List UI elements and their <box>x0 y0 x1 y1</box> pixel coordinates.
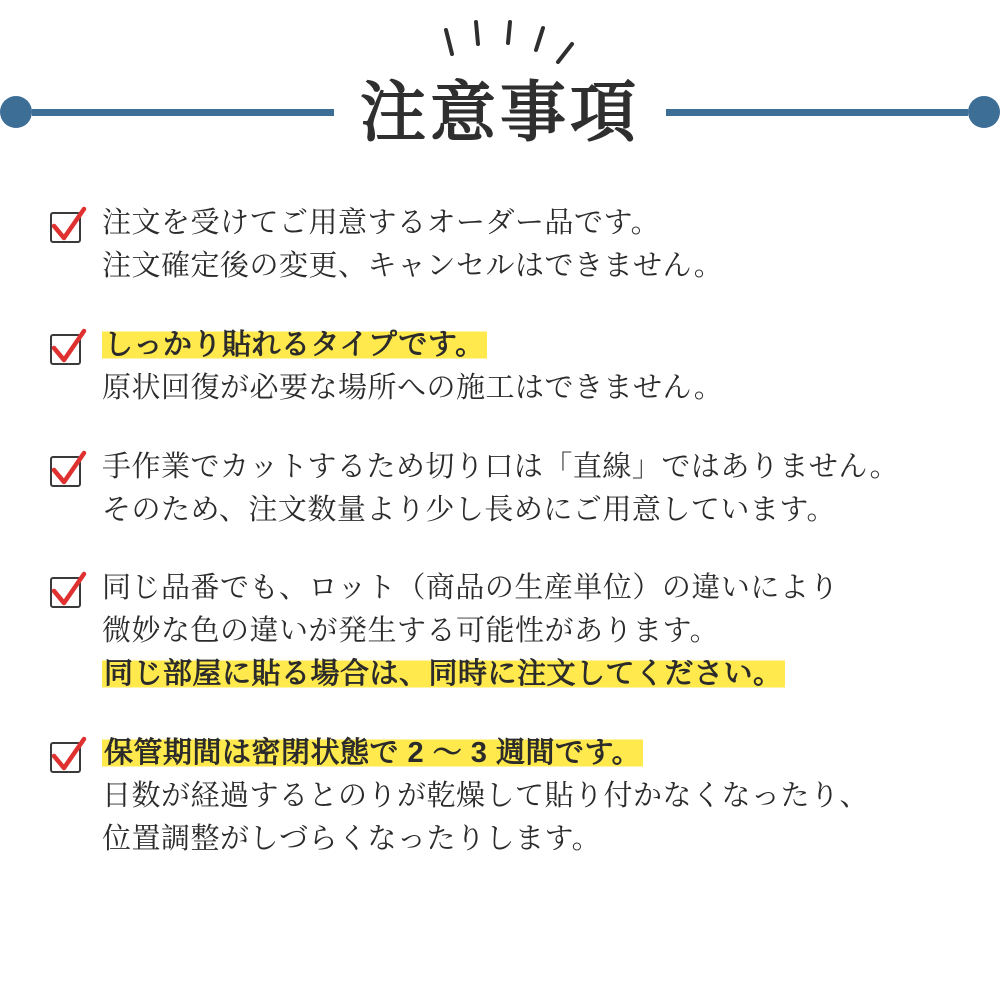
rule-line-right <box>666 109 968 116</box>
note-line: 同じ品番でも、ロット（商品の生産単位）の違いにより <box>102 572 839 605</box>
note-line-highlighted: 同じ部屋に貼る場合は、同時に注文してください。 <box>104 658 783 691</box>
rule-dot-left <box>0 96 32 128</box>
rule-line-left <box>32 109 334 116</box>
checked-checkbox-icon <box>48 452 86 490</box>
note-line: 注文確定後の変更、キャンセルはできません。 <box>102 249 724 282</box>
note-line-highlighted: しっかり貼れるタイプです。 <box>104 328 485 361</box>
notice-list <box>0 202 1000 861</box>
note-line-highlighted: 保管期間は密閉状態で 2 〜 3 週間です。 <box>104 737 642 770</box>
list-item <box>48 732 954 861</box>
list-item-text <box>102 202 954 288</box>
title-rule-row <box>0 70 1000 154</box>
note-line: 位置調整がしづらくなったりします。 <box>102 822 602 855</box>
note-line: 原状回復が必要な場所への施工はできません。 <box>102 371 724 404</box>
list-item <box>48 567 954 696</box>
checked-checkbox-icon <box>48 330 86 368</box>
note-line: 日数が経過するとのりが乾燥して貼り付かなくなったり、 <box>102 780 870 813</box>
list-item-text <box>102 732 954 861</box>
page-title: 注意事項 <box>360 75 640 149</box>
note-line: そのため、注文数量より少し長めにご用意しています。 <box>102 493 837 526</box>
list-item <box>48 446 954 532</box>
page-header <box>0 0 1000 180</box>
sparkle-burst-icon <box>0 18 1000 68</box>
note-line: 微妙な色の違いが発生する可能性があります。 <box>102 615 720 648</box>
checked-checkbox-icon <box>48 208 86 246</box>
checked-checkbox-icon <box>48 573 86 611</box>
checked-checkbox-icon <box>48 738 86 776</box>
list-item-text <box>102 324 954 410</box>
list-item-text <box>102 567 954 696</box>
list-item <box>48 324 954 410</box>
rule-dot-right <box>968 96 1000 128</box>
list-item-text <box>102 446 954 532</box>
note-line: 手作業でカットするため切り口は「直線」ではありません。 <box>102 450 900 483</box>
note-line: 注文を受けてご用意するオーダー品です。 <box>102 207 661 239</box>
list-item <box>48 202 954 288</box>
